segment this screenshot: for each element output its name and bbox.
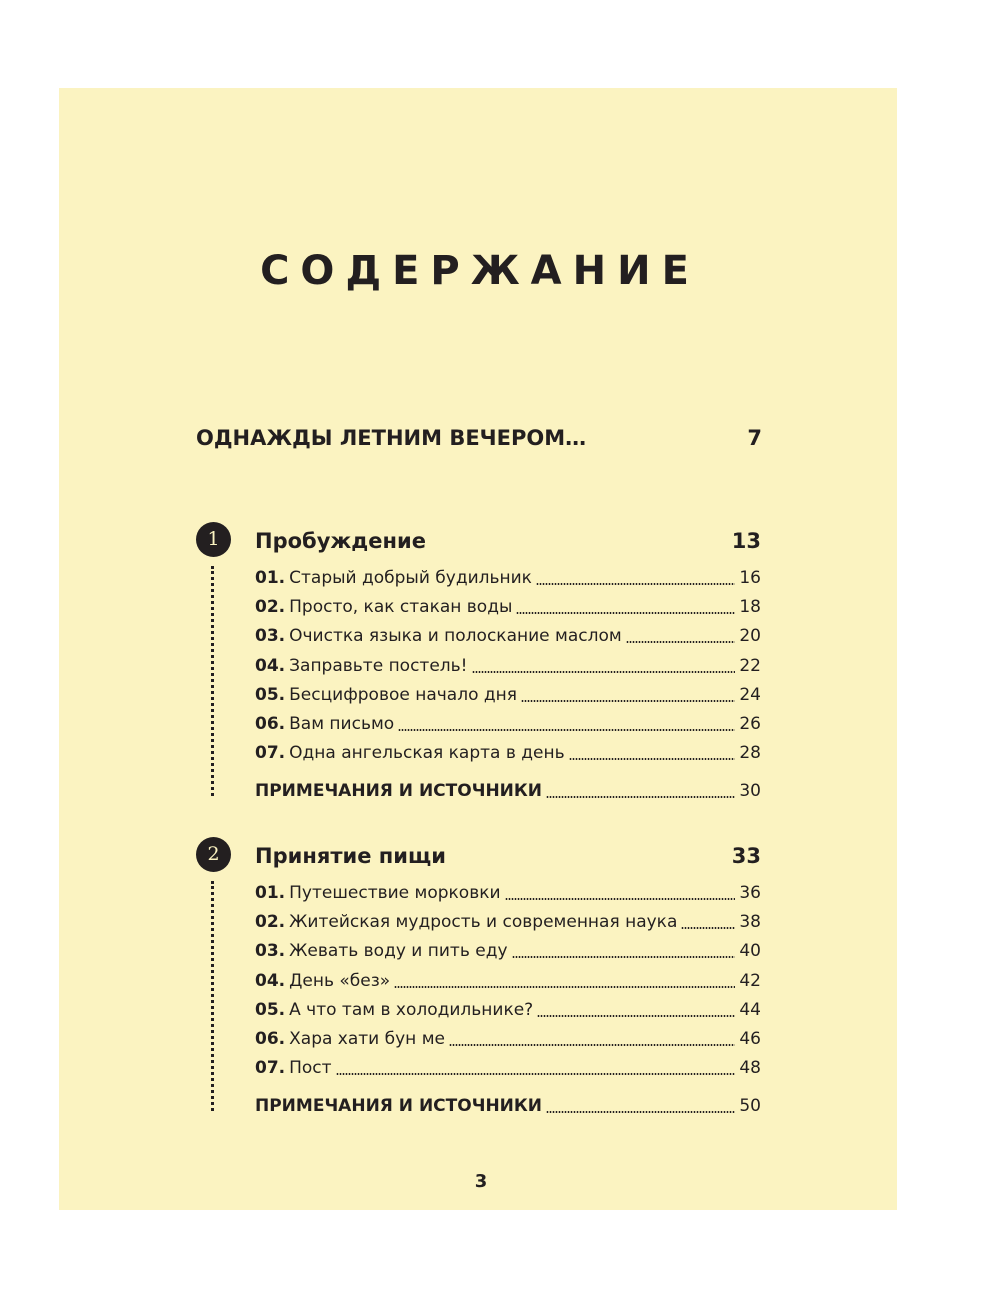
toc-entry-number: 06.: [255, 714, 286, 734]
toc-entry-title: Житейская мудрость и современная наука: [289, 912, 678, 933]
dot-leader: [569, 758, 736, 760]
toc-entry-label: [255, 968, 390, 994]
toc-entry-title: Бесцифровое начало дня: [289, 684, 517, 705]
toc-entry-page: 24: [739, 684, 761, 705]
toc-entry-title: А что там в холодильнике?: [289, 999, 534, 1020]
toc-entry-label: [255, 653, 468, 679]
toc-entry-number: 02.: [255, 912, 286, 933]
toc-entry-label: [255, 682, 517, 708]
toc-entry-page: 48: [739, 1058, 761, 1079]
dot-leader: [512, 956, 736, 958]
dot-leader: [626, 641, 736, 643]
toc-entry-title: Старый добрый будильник: [289, 568, 532, 588]
dot-leader: [516, 612, 735, 614]
toc-entry[interactable]: [255, 1055, 761, 1081]
toc-entry-title: Хара хати бун ме: [289, 1029, 445, 1049]
page-number: 3: [474, 1171, 488, 1192]
toc-entry[interactable]: [255, 682, 761, 708]
section-page: 13: [731, 529, 761, 553]
dot-leader: [546, 1111, 735, 1113]
toc-entry-label: [255, 594, 512, 620]
toc-entry-page: 16: [739, 568, 761, 588]
section-dotted-line: [211, 566, 214, 796]
dot-leader: [472, 671, 736, 673]
toc-entry-page: 38: [739, 912, 761, 933]
dot-leader: [336, 1073, 736, 1075]
toc-entry-page: 36: [739, 883, 761, 903]
toc-entry-label: [255, 938, 508, 964]
toc-entry[interactable]: [255, 565, 761, 591]
toc-entry-number: 02.: [255, 597, 286, 618]
dot-leader: [394, 986, 735, 988]
dot-leader: [398, 729, 735, 731]
page-title: СОДЕРЖАНИЕ: [260, 248, 700, 294]
toc-entry[interactable]: [255, 594, 761, 620]
toc-notes-entry[interactable]: [255, 778, 761, 804]
section-page: 33: [731, 844, 761, 868]
toc-entry-number: 05.: [255, 999, 286, 1020]
toc-entry-title: Жевать воду и пить еду: [289, 941, 508, 962]
toc-entry-title: Пост: [289, 1058, 332, 1079]
dot-leader: [449, 1044, 735, 1046]
toc-entry-number: 04.: [255, 655, 286, 676]
section-title: Принятие пищи: [255, 844, 446, 868]
toc-entry-page: 28: [739, 743, 761, 764]
toc-entry-number: 03.: [255, 626, 286, 647]
toc-entry-label: [255, 1026, 445, 1052]
dot-leader: [681, 927, 735, 929]
toc-entry[interactable]: [255, 880, 761, 906]
toc-entry-number: 05.: [255, 684, 286, 705]
toc-entry-page: 20: [739, 626, 761, 647]
toc-entry-number: 07.: [255, 1058, 286, 1079]
dot-leader: [536, 583, 735, 585]
section-number-badge: 2: [196, 837, 231, 872]
section-dotted-line: [211, 881, 214, 1111]
toc-entry[interactable]: [255, 653, 761, 679]
toc-entry-page: 46: [739, 1029, 761, 1049]
dot-leader: [521, 700, 735, 702]
toc-entry-label: [255, 909, 677, 935]
section-number-badge: 1: [196, 522, 231, 557]
dot-leader: [546, 796, 735, 798]
toc-entry-title: Вам письмо: [289, 714, 395, 734]
toc-entry[interactable]: [255, 968, 761, 994]
toc-entry-page: 18: [739, 597, 761, 618]
toc-entry-title: Заправьте постель!: [289, 655, 468, 676]
toc-entry-page: 22: [739, 655, 761, 676]
toc-entry-number: 04.: [255, 970, 286, 991]
toc-entry-label: [255, 740, 565, 766]
toc-notes-label: ПРИМЕЧАНИЯ И ИСТОЧНИКИ: [255, 1096, 543, 1116]
toc-entry-number: 01.: [255, 568, 286, 588]
toc-intro-label: ОДНАЖДЫ ЛЕТНИМ ВЕЧЕРОМ…: [196, 426, 587, 450]
toc-entry-label: [255, 623, 622, 649]
toc-entry-title: День «без»: [289, 970, 391, 991]
toc-entry[interactable]: [255, 623, 761, 649]
section-heading[interactable]: [255, 842, 761, 870]
toc-intro-page: 7: [747, 426, 762, 450]
toc-entry-number: 06.: [255, 1029, 286, 1049]
toc-entry-label: [255, 880, 501, 906]
toc-entry-title: Одна ангельская карта в день: [289, 743, 565, 764]
section-title: Пробуждение: [255, 529, 426, 553]
toc-entry[interactable]: [255, 1026, 761, 1052]
toc-intro-entry[interactable]: [196, 424, 762, 452]
toc-entry[interactable]: [255, 909, 761, 935]
toc-entry[interactable]: [255, 711, 761, 737]
toc-entry-title: Путешествие морковки: [289, 883, 501, 903]
toc-entry-number: 01.: [255, 883, 286, 903]
toc-entry[interactable]: [255, 938, 761, 964]
toc-notes-page: 30: [739, 781, 761, 801]
toc-notes-entry[interactable]: [255, 1093, 761, 1119]
toc-entry-label: [255, 997, 533, 1023]
toc-entry-label: [255, 1055, 332, 1081]
toc-entry-title: Просто, как стакан воды: [289, 597, 513, 618]
toc-entry[interactable]: [255, 997, 761, 1023]
toc-entry-label: [255, 711, 394, 737]
toc-entry-page: 26: [739, 714, 761, 734]
toc-entry-page: 42: [739, 970, 761, 991]
toc-entry-label: [255, 565, 532, 591]
dot-leader: [505, 898, 736, 900]
toc-entry[interactable]: [255, 740, 761, 766]
toc-entry-title: Очистка языка и полоскание маслом: [289, 626, 622, 647]
toc-entry-page: 40: [739, 941, 761, 962]
toc-entry-number: 07.: [255, 743, 286, 764]
toc-entry-page: 44: [739, 999, 761, 1020]
dot-leader: [537, 1015, 735, 1017]
toc-entry-number: 03.: [255, 941, 286, 962]
toc-notes-label: ПРИМЕЧАНИЯ И ИСТОЧНИКИ: [255, 781, 543, 801]
section-heading[interactable]: [255, 527, 761, 555]
toc-notes-page: 50: [739, 1096, 761, 1116]
